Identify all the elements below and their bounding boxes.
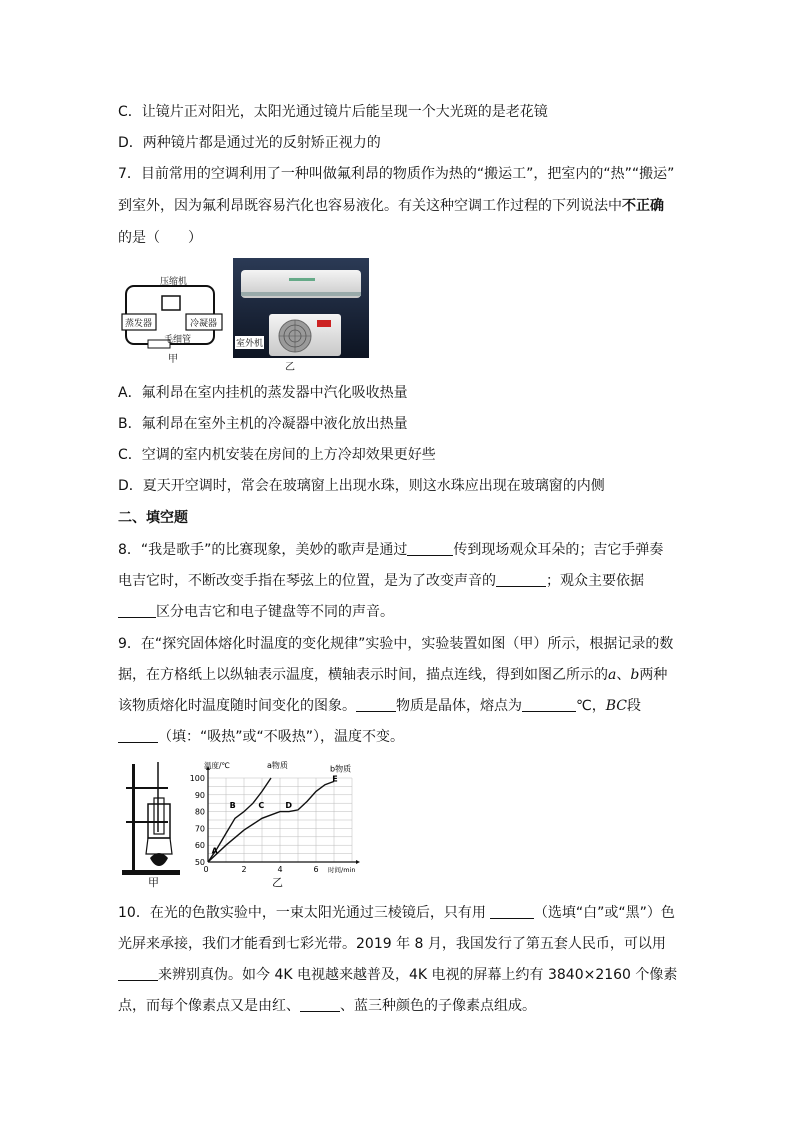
- q7-emphasis-not-correct: 不正确: [622, 198, 664, 214]
- q10-text-3: 来辨别真伪。如今 4K 电视越来越普及，4K 电视的屏幕上约有 3840×2160 个像素: [158, 967, 678, 983]
- q7-figure-yi: [233, 258, 369, 373]
- q10-blank-2[interactable]: [118, 966, 158, 981]
- section-title-fill-in: 二、填空题: [118, 510, 188, 526]
- series-name-a: a物质: [267, 761, 288, 770]
- y-tick-label: 90: [194, 790, 205, 800]
- q10-blank-1[interactable]: [490, 904, 534, 919]
- q8-line1: [118, 540, 663, 560]
- q9-text-5: ℃，: [576, 698, 606, 714]
- q8-text-3: 电吉它时，不断改变手指在琴弦上的位置，是为了改变声音的: [118, 573, 496, 589]
- q8-blank-3[interactable]: [118, 603, 156, 618]
- point-label-d: D: [285, 801, 293, 811]
- q9-figure-jia: [118, 758, 188, 890]
- y-tick-label: 80: [194, 807, 205, 817]
- q8-blank-1[interactable]: [407, 541, 453, 556]
- q10-text-5: 、蓝三种颜色的子像素点组成。: [340, 998, 536, 1014]
- y-tick-label: 50: [194, 858, 205, 867]
- q9-text-6: 段: [627, 698, 641, 714]
- q10-blank-3[interactable]: [300, 997, 340, 1012]
- q9-var-bc: BC: [605, 698, 627, 714]
- series-name-b: b物质: [330, 764, 352, 774]
- label-yi-chart: 乙: [272, 876, 283, 889]
- q7-option-b: B．氟利昂在室外主机的冷凝器中液化放出热量: [118, 416, 408, 432]
- q10-line3: [118, 965, 677, 985]
- q7-stem-line3: 的是（ ）: [118, 230, 202, 246]
- x-tick-label: 0: [203, 865, 209, 874]
- point-label-c: C: [258, 801, 265, 811]
- q9-line3: [118, 696, 641, 716]
- q9-text-7: （填：“吸热”或“不吸热”），温度不变。: [158, 729, 405, 745]
- label-compressor: 压缩机: [160, 277, 188, 287]
- q7-option-c: C．空调的室内机安装在房间的上方冷却效果更好些: [118, 447, 436, 463]
- q9-blank-2[interactable]: [522, 697, 576, 712]
- point-label-e: E: [332, 774, 338, 784]
- q10-line1: [118, 903, 675, 923]
- q8-line3: [118, 602, 394, 622]
- q9-line1: 9．在“探究固体熔化时温度的变化规律”实验中，实验装置如图（甲）所示，根据记录的数: [118, 636, 674, 652]
- q6-option-c: C．让镜片正对阳光，太阳光通过镜片后能呈现一个大光斑的是老花镜: [118, 104, 548, 120]
- q6-option-d: D．两种镜片都是通过光的反射矫正视力的: [118, 135, 381, 151]
- q9-blank-1[interactable]: [356, 697, 396, 712]
- y-tick-label: 60: [194, 841, 205, 851]
- q8-blank-2[interactable]: [496, 572, 546, 587]
- series-line-b: [208, 781, 334, 862]
- point-label-b: B: [229, 801, 236, 811]
- x-tick-label: 6: [313, 865, 319, 874]
- point-label-a: A: [211, 846, 218, 856]
- q9-figure-yi: [186, 758, 360, 890]
- y-tick-label: 100: [189, 774, 205, 783]
- q9-text-3: 该物质熔化时温度随时间变化的图象。: [118, 698, 356, 714]
- q7-stem-line1: 7．目前常用的空调利用了一种叫做氟利昂的物质作为热的“搬运工”，把室内的“热”“搬运”: [118, 166, 675, 182]
- label-jia: 甲: [168, 354, 178, 365]
- q7-option-d: D．夏天开空调时，常会在玻璃窗上出现水珠，则这水珠应出现在玻璃窗的内侧: [118, 478, 605, 494]
- q10-text-1: 10．在光的色散实验中，一束太阳光通过三棱镜后，只有用: [118, 905, 486, 921]
- q7-option-a: A．氟利昂在室内挂机的蒸发器中汽化吸收热量: [118, 385, 408, 401]
- x-axis-label: 时间/min: [328, 866, 356, 874]
- temperature-time-chart: [186, 758, 360, 874]
- q9-text-2: 两种: [639, 667, 668, 683]
- label-condenser: 冷凝器: [190, 319, 218, 329]
- q7-stem-line2-text: 到室外，因为氟利昂既容易汽化也容易液化。有关这种空调工作过程的下列说法中: [118, 198, 622, 214]
- q10-line4: [118, 996, 536, 1016]
- label-yi: 乙: [285, 362, 295, 373]
- x-axis-arrow: [356, 860, 360, 864]
- x-tick-label: 4: [277, 865, 283, 874]
- q9-var-a: a: [608, 667, 617, 683]
- label-outdoor-unit: 室外机: [235, 336, 264, 349]
- q9-text-1: 据，在方格纸上以纵轴表示温度，横轴表示时间，描点连线，得到如图乙所示的: [118, 667, 608, 683]
- q9-blank-3[interactable]: [118, 728, 158, 743]
- label-capillary: 毛细管: [164, 335, 192, 345]
- q8-line2: [118, 571, 644, 591]
- q9-line4: [118, 727, 404, 747]
- q7-figure-jia: [118, 268, 228, 364]
- y-tick-label: 70: [194, 824, 205, 834]
- q8-text-5: 区分电吉它和电子键盘等不同的声音。: [156, 604, 394, 620]
- q10-text-2: （选填“白”或“黑”）色: [533, 905, 675, 921]
- q10-line2: 光屏来承接，我们才能看到七彩光带。2019 年 8 月，我国发行了第五套人民币，可以用: [118, 936, 666, 952]
- label-jia-apparatus: 甲: [148, 876, 159, 889]
- q9-text-4: 物质是晶体，熔点为: [396, 698, 522, 714]
- q9-sep: 、: [616, 667, 631, 683]
- q9-line2: [118, 665, 667, 685]
- q10-text-4: 点，而每个像素点又是由红、: [118, 998, 300, 1014]
- melting-apparatus: [118, 758, 188, 876]
- x-tick-label: 2: [241, 865, 247, 874]
- q7-stem-line2: [118, 196, 664, 216]
- q9-var-b: b: [630, 667, 640, 683]
- q8-text-4: ；观众主要依据: [546, 573, 644, 589]
- y-axis-label: 温度/℃: [204, 761, 230, 770]
- label-evaporator: 蒸发器: [125, 319, 153, 329]
- q8-text-1: 8．“我是歌手”的比赛现象，美妙的歌声是通过: [118, 542, 408, 558]
- q8-text-2: 传到现场观众耳朵的；吉它手弹奏: [453, 542, 664, 558]
